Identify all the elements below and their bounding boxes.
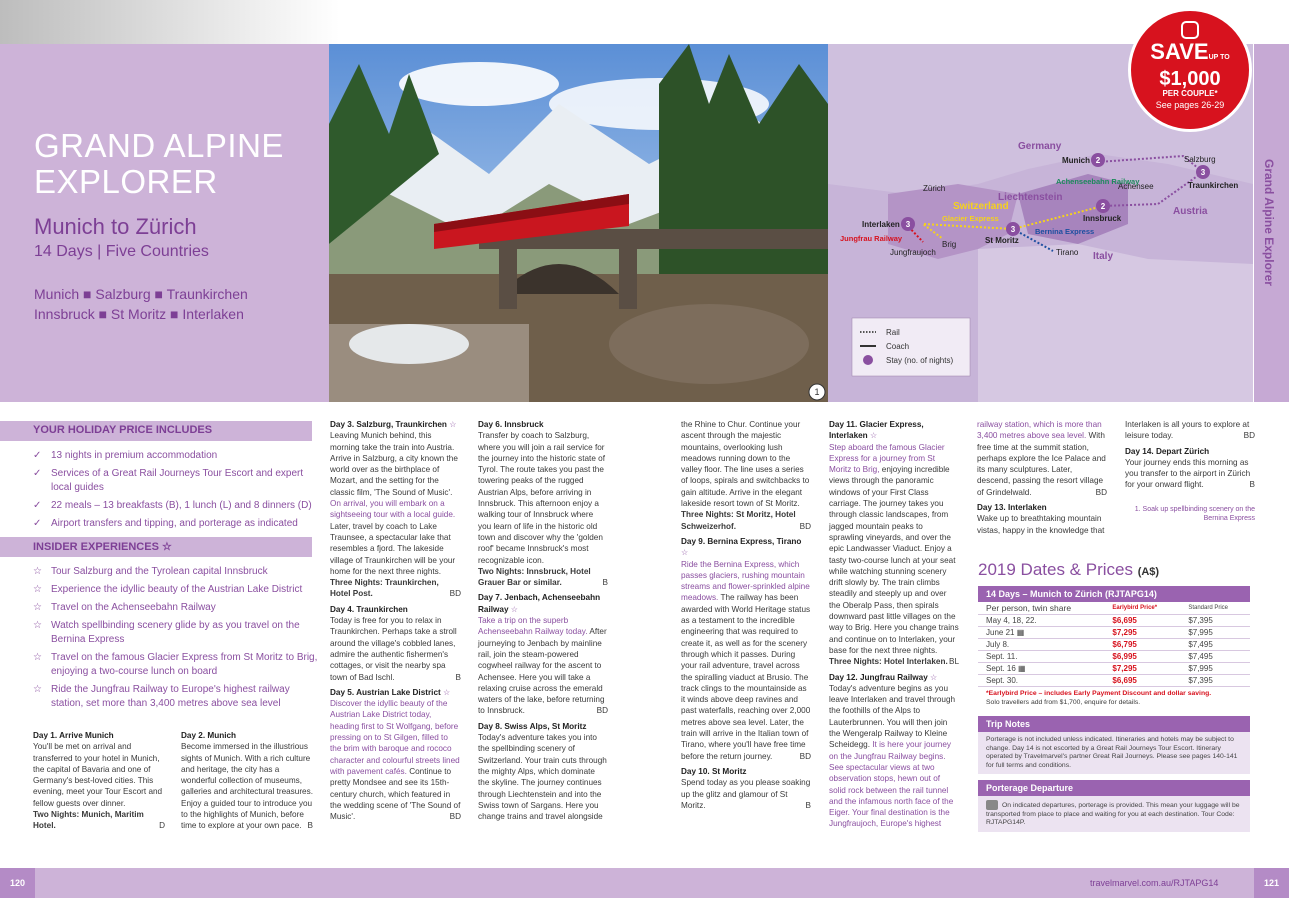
legend-stay: Stay (no. of nights): [886, 356, 954, 365]
list-item-text: Watch spellbinding scenery glide by as you travel on the Bernina Express: [51, 620, 300, 645]
list-item: [33, 601, 318, 615]
star-icon: ☆: [161, 541, 172, 553]
list-item-text: Experience the idyllic beauty of the Austrian Lake District: [51, 584, 303, 595]
list-item: [33, 619, 318, 647]
check-icon: ✓: [33, 450, 42, 461]
day9-text: The railway has been awarded with World Heritage status as a testament to the incredible engineering that was required to create it, as well as for the scenery through which it passes. During your rail adventure, travel across the spiralling viaduct at Brusio. The track clings to the mountainside as it winds above deep ravines and past waterfalls, reaching over 2,000 metres above sea level. Later, the train will arrive in the Italian town of Tirano, where you'll have free time before the return journey.: [681, 593, 811, 761]
column-5: [829, 419, 959, 834]
day5-heading: Day 5. Austrian Lake District: [330, 687, 441, 697]
earlybird-note: *Earlybird Price – includes Early Payment Discount and dollar saving.: [986, 690, 1212, 697]
star-icon: ☆: [449, 420, 457, 429]
prices-title: [978, 560, 1250, 580]
day13-text-continued: Interlaken is all yours to explore at leisure today.: [1125, 420, 1250, 441]
day10-meal: B: [805, 800, 811, 810]
legend-rail: Rail: [886, 328, 900, 337]
day5-meal: BD: [449, 812, 461, 822]
solo-note: Solo travellers add from $1,700, enquire for details.: [986, 698, 1141, 706]
list-item: [33, 499, 313, 513]
day14-text: Your journey ends this morning as you transfer to the airport in Zürich for your onward flight.: [1125, 457, 1251, 490]
row-early: $6,695: [1104, 615, 1180, 627]
legend-coach: Coach: [886, 342, 910, 351]
star-icon: ☆: [681, 548, 689, 558]
badge-save: SAVE: [1150, 39, 1209, 64]
star-icon: ☆: [443, 687, 451, 697]
porterage-body: [978, 796, 1250, 832]
row-std: $7,495: [1180, 639, 1250, 651]
list-item-text: Travel on the famous Glacier Express from St Moritz to Brig, enjoying a two-course lunch on board: [51, 652, 318, 677]
day12-text: Today's adventure begins as you leave Interlaken and travel through the foothills of the Alps to Lauterbrunnen. You will then join the Wengeralp Railway to Kleine Scheidegg.: [829, 683, 956, 750]
day3-text: Leaving Munich behind, this morning take the train into Austria. Arrive in Salzburg, a city known the world over as the birthplace of Mozart, and the setting for the classic film, 'The Sound of Music'.: [330, 431, 458, 497]
map-label-italy: Italy: [1093, 251, 1114, 262]
list-item-text: Travel on the Achenseebahn Railway: [51, 602, 216, 613]
side-tab: [1254, 44, 1289, 402]
star-icon: ☆: [33, 684, 42, 695]
day7-text: After journeying to Jenbach by mainline rail, join the steam-powered cogwheel railway for the ascent to Achensee. Here you will take a relaxing cruise across the emerald waters of the lake, before returning to Innsbruck.: [478, 627, 607, 716]
day7-heading: Day 7. Jenbach, Achenseebahn Railway: [478, 593, 601, 614]
day1-meal: D: [159, 821, 165, 831]
map-stmoritz: St Moritz: [985, 236, 1019, 245]
day9-heading: Day 9. Bernina Express, Tirano: [681, 536, 802, 546]
day3-meal: BD: [449, 589, 461, 599]
list-item: [33, 683, 318, 711]
tour-cities: [34, 284, 248, 324]
day10-text: Spend today as you please soaking up the glitz and glamour of St Moritz.: [681, 778, 811, 810]
row-std: $7,395: [1180, 675, 1250, 687]
innsbruck-nights: 2: [1100, 202, 1106, 211]
check-icon: ✓: [33, 468, 42, 479]
day11-nights: Three Nights: Hotel Interlaken.: [829, 657, 948, 667]
page-number-left: 120: [0, 868, 35, 898]
star-icon: ☆: [33, 584, 42, 595]
list-item: [33, 517, 313, 531]
list-item: [33, 467, 313, 495]
map-salzburg: Salzburg: [1184, 155, 1216, 164]
day12-text-continued: With free time at the summit station, perhaps explore the Ice Palace and its many sculptures. Later, descend, passing the resort village of Grindelwald.: [977, 431, 1106, 497]
day4-heading: Day 4. Traunkirchen: [330, 604, 408, 614]
list-item: [33, 565, 318, 579]
row-early: $6,795: [1104, 639, 1180, 651]
row-std: $7,395: [1180, 615, 1250, 627]
tour-route: Munich to Zürich: [34, 214, 197, 239]
day11-heading: Day 11. Glacier Express, Interlaken: [829, 420, 924, 441]
porterage: [978, 780, 1250, 832]
map-label-liechtenstein: Liechtenstein: [998, 192, 1063, 203]
porterage-heading: Porterage Departure: [978, 780, 1250, 796]
train-photo: [329, 44, 828, 402]
day12-highlight-continued: railway station, which is more than 3,400 metres above sea level.: [977, 420, 1102, 441]
day6-meal: B: [602, 578, 608, 588]
page-number-right: 121: [1254, 868, 1289, 898]
day7-highlight: Take a trip on the superb Achenseebahn Railway today.: [478, 616, 588, 637]
check-icon: ✓: [33, 500, 42, 511]
map-innsbruck: Innsbruck: [1083, 214, 1122, 223]
map-jungfraujoch: Jungfraujoch: [890, 248, 936, 257]
star-icon: ☆: [33, 602, 42, 613]
table-row: [978, 651, 1250, 663]
day1-block: [33, 730, 165, 832]
map-label-germany: Germany: [1018, 141, 1062, 152]
list-item: [33, 583, 318, 597]
map-achensee: Achensee: [1118, 182, 1154, 191]
day7-meal: BD: [596, 706, 608, 716]
photo-caption: 1. Soak up spellbinding scenery on the Bernina Express: [1134, 505, 1255, 522]
day12-heading: Day 12. Jungfrau Railway: [829, 672, 928, 682]
list-item-text: 13 nights in premium accommodation: [51, 450, 218, 461]
list-item-text: 22 meals – 13 breakfasts (B), 1 lunch (L) and 8 dinners (D): [51, 500, 312, 511]
badge-per-couple: PER COUPLE*: [1162, 89, 1218, 98]
interlaken-nights: 3: [905, 220, 911, 229]
map-glacier-express: Glacier Express: [942, 214, 999, 223]
prices-title-text: 2019 Dates & Prices: [978, 560, 1133, 579]
map-traunkirchen: Traunkirchen: [1188, 181, 1239, 190]
list-item-text: Services of a Great Rail Journeys Tour Escort and expert local guides: [51, 468, 304, 493]
check-icon: ✓: [33, 518, 42, 529]
day3-nights: Three Nights: Traunkirchen, Hotel Post.: [330, 578, 439, 599]
row-std: $7,995: [1180, 663, 1250, 675]
row-early: $7,295: [1104, 627, 1180, 639]
table-row: [978, 675, 1250, 687]
day6-heading: Day 6. Innsbruck: [478, 420, 544, 429]
row-std: $7,495: [1180, 651, 1250, 663]
photo-number: 1: [814, 387, 820, 397]
star-icon: ☆: [33, 566, 42, 577]
tour-title-line2: EXPLORER: [34, 163, 218, 200]
day14-meal: B: [1249, 480, 1255, 490]
day12-highlight: It is here your journey on the Jungfrau Railway begins. See spectacular views at two observation stops, hewn out of solid rock between the rail tunnel and the infamous north face of the Eiger. Your final destination is the Jungfraujoch, Europe's highest: [829, 740, 954, 829]
badge-up-to: UP TO: [1208, 54, 1230, 61]
day2-text: Become immersed in the illustrious sights of Munich. With a rich culture and heritage, the city has a wonderful collection of museums, galleries and architectural treasures. Enjoy a guided tour to introduce you to the highlights of Munich, before time to explore at your own pace.: [181, 742, 313, 831]
day1-text: You'll be met on arrival and transferred to your hotel in Munich, the capital of Bavaria and one of Germany's best-loved cities. This evening, meet your Tour Escort and fellow guests over dinner.: [33, 742, 163, 808]
prices-table-heading: 14 Days – Munich to Zürich (RJTAPG14): [978, 586, 1250, 602]
map-zurich: Zürich: [923, 184, 946, 193]
col-label: Per person, twin share: [978, 602, 1104, 615]
cities-line1: Munich ■ Salzburg ■ Traunkirchen: [34, 286, 248, 302]
map-label-switzerland: Switzerland: [953, 201, 1009, 212]
day4-meal: B: [455, 672, 461, 682]
map-jungfrau-railway: Jungfrau Railway: [840, 234, 903, 243]
star-icon: ☆: [33, 652, 42, 663]
day3-heading: Day 3. Salzburg, Traunkirchen: [330, 420, 447, 429]
star-icon: ☆: [930, 672, 938, 682]
day9-highlight: Ride the Bernina Express, which passes glaciers, rushing mountain streams and flower-sprinkled alpine meadows.: [681, 559, 810, 603]
badge-amount: $1,000: [1159, 68, 1221, 90]
column-4: [681, 419, 811, 815]
table-header-row: [978, 602, 1250, 615]
day8-continued: the Rhine to Chur. Continue your ascent through the majestic mountains, overlooking lush meadows running down to the valley floor. The line uses a series of loops, spirals and switchbacks to gain altitude. Arrive in the elegant lakeside resort town of St Moritz.: [681, 420, 810, 509]
day2-block: [181, 730, 313, 832]
day5-text: Continue to pretty Mondsee and see its 15th-century church, which featured in the wedding scene of 'The Sound of Music'.: [330, 766, 461, 822]
column-7: [1125, 419, 1255, 527]
day2-heading: Day 2. Munich: [181, 731, 237, 740]
day8-nights: Three Nights: St Moritz, Hotel Schweizerhof.: [681, 510, 796, 531]
insider-heading: [0, 537, 312, 557]
day14-heading: Day 14. Depart Zürich: [1125, 446, 1210, 456]
day1-heading: Day 1. Arrive Munich: [33, 731, 114, 740]
stmoritz-nights: 3: [1010, 225, 1016, 234]
table-row: [978, 615, 1250, 627]
day8-heading: Day 8. Swiss Alps, St Moritz: [478, 721, 587, 731]
col-standard: Standard Price: [1180, 602, 1250, 615]
column-3: [478, 419, 608, 826]
star-icon: ☆: [869, 431, 878, 441]
table-row: [978, 639, 1250, 651]
day8-meal: BD: [799, 521, 811, 531]
column-2: [330, 419, 461, 826]
map-brig: Brig: [942, 240, 957, 249]
badge-see-pages: See pages 26-29: [1155, 100, 1225, 110]
day13-text: Wake up to breathtaking mountain vistas, happy in the knowledge that: [977, 514, 1105, 535]
row-date: June 21 ▦: [978, 627, 1104, 639]
porterage-text: On indicated departures, porterage is provided. This mean your luggage will be transported from place to place and waiting for you at each destination. Tour Code: RJTAPG14P.: [986, 802, 1240, 827]
day3-highlight: On arrival, you will embark on a sightseeing tour with a local guide.: [330, 499, 456, 520]
list-item-text: Tour Salzburg and the Tyrolean capital Innsbruck: [51, 566, 268, 577]
side-tab-label: Grand Alpine Explorer: [1262, 159, 1276, 286]
day12-meal: BD: [1095, 487, 1107, 497]
column-6: [977, 419, 1107, 540]
day6-nights: Two Nights: Innsbruck, Hotel Grauer Bar or similar.: [478, 566, 591, 588]
trip-notes-heading: Trip Notes: [978, 716, 1250, 732]
day8-text: Today's adventure takes you into the spellbinding scenery of Switzerland. Your train cuts through the mighty Alps, which dominate the skyline. The journey continues through Liechtenstein and into the Swiss town of Sargans. Here you change trains and travel alongside: [478, 733, 607, 822]
row-early: $6,995: [1104, 651, 1180, 663]
day9-meal: BD: [799, 751, 811, 761]
train-icon: [1181, 21, 1199, 39]
table-row: [978, 663, 1250, 675]
luggage-icon: [986, 800, 998, 810]
insider-heading-text: INSIDER EXPERIENCES: [33, 541, 159, 553]
dates-prices-box: [978, 560, 1250, 850]
list-item-text: Airport transfers and tipping, and porterage as indicated: [51, 518, 298, 529]
list-item: [33, 651, 318, 679]
map-interlaken: Interlaken: [862, 220, 900, 229]
trip-notes: [978, 716, 1250, 774]
map-munich: Munich: [1062, 156, 1090, 165]
day13-meal: BD: [1243, 431, 1255, 441]
star-icon: ☆: [510, 604, 519, 614]
row-std: $7,995: [1180, 627, 1250, 639]
list-item: [33, 449, 313, 463]
day11-meal: BL: [948, 657, 959, 667]
day1-nights: Two Nights: Munich, Maritim Hotel.: [33, 810, 144, 831]
map-bernina-express: Bernina Express: [1035, 227, 1095, 236]
row-date: Sept. 16 ▦: [978, 663, 1104, 675]
footer-url[interactable]: travelmarvel.com.au/RJTAPG14: [1090, 878, 1219, 888]
day2-meal: B: [307, 821, 313, 831]
tour-title-line1: GRAND ALPINE: [34, 127, 284, 164]
row-date: Sept. 30.: [978, 675, 1104, 687]
day11-text: enjoying incredible views through the panoramic windows of your First Class carriage. The journey takes you through classic landscapes, from jagged mountain peaks to sprawling vineyards, and over the epic Landwasser Viaduct. Enjoy a tasty two-course lunch at your seat while watching stunning scenery drift slowly by. The train climbs steadily and steeply up and over the Oberalp Pass, then spirals downward past little villages on the way to Brig. Here you change trains and continue on to Interlaken, your base for the next three nights.: [829, 465, 959, 655]
traunkirchen-nights: 3: [1200, 168, 1206, 177]
day6-text: Transfer by coach to Salzburg, where you will join a rail service for the journey into the historic state of Tyrol. The route takes you past the towering peaks of the rugged Austrian Alps, before arriving in Innsbruck. This afternoon enjoy a walking tour of Innsbruck where you learn of life in the historic old town and discover why the 'golden roof' became Innsbruck's most recognizable icon.: [478, 431, 605, 565]
day3-text2: Later, travel by coach to Lake Traunsee, a spectacular lake that resembles a fjord. The lakeside village of Traunkirchen will be your home for the next three nights.: [330, 521, 456, 576]
row-date: May 4, 18, 22.: [978, 615, 1104, 627]
day5-highlight: Discover the idyllic beauty of the Austrian Lake District today, heading first to St Wolfgang, before pressing on to St Gilgen, filled to the brim with baroque and rococo character and colourful streets lined with pavement cafés.: [330, 699, 460, 776]
prices-table: [978, 602, 1250, 687]
top-gradient: [0, 0, 340, 44]
day4-text: Today is free for you to relax in Traunkirchen. Perhaps take a stroll around the village's cobbled lanes, admire the authentic fishermen's cottages, or visit the nearby spa town of Bad Ischl.: [330, 616, 457, 682]
insider-list: [33, 565, 318, 715]
prices-currency: (A$): [1137, 566, 1160, 578]
day11-highlight: Step aboard the famous Glacier Express for a journey from St Moritz to Brig,: [829, 442, 945, 475]
includes-list: [33, 449, 313, 535]
tour-duration: 14 Days | Five Countries: [34, 243, 209, 260]
row-date: July 8.: [978, 639, 1104, 651]
star-icon: ☆: [33, 620, 42, 631]
save-badge: [1128, 8, 1252, 132]
map-tirano: Tirano: [1056, 248, 1079, 257]
day10-heading: Day 10. St Moritz: [681, 766, 747, 776]
map-achenseebahn: Achenseebahn Railway: [1056, 177, 1140, 186]
munich-nights: 2: [1095, 156, 1101, 165]
trip-notes-text: Porterage is not included unless indicated. Itineraries and hotels may be subject to change. Day 14 is not escorted by a Great Rail Journeys Tour Escort. Itinerary operated by Travelmarvel's partner Great Rail Journeys. Please see pages 140-141 for full terms and conditions.: [978, 732, 1250, 774]
row-date: Sept. 11.: [978, 651, 1104, 663]
row-early: $6,695: [1104, 675, 1180, 687]
day13-heading: Day 13. Interlaken: [977, 503, 1047, 513]
col-earlybird: Earlybird Price*: [1104, 602, 1180, 615]
row-early: $7,295: [1104, 663, 1180, 675]
tour-title: [34, 128, 284, 200]
includes-heading: YOUR HOLIDAY PRICE INCLUDES: [0, 421, 312, 441]
map-label-austria: Austria: [1173, 206, 1208, 217]
table-row: [978, 627, 1250, 639]
list-item-text: Ride the Jungfrau Railway to Europe's highest railway station, set more than 3,400 metres above sea level: [51, 684, 290, 709]
cities-line2: Innsbruck ■ St Moritz ■ Interlaken: [34, 306, 244, 322]
